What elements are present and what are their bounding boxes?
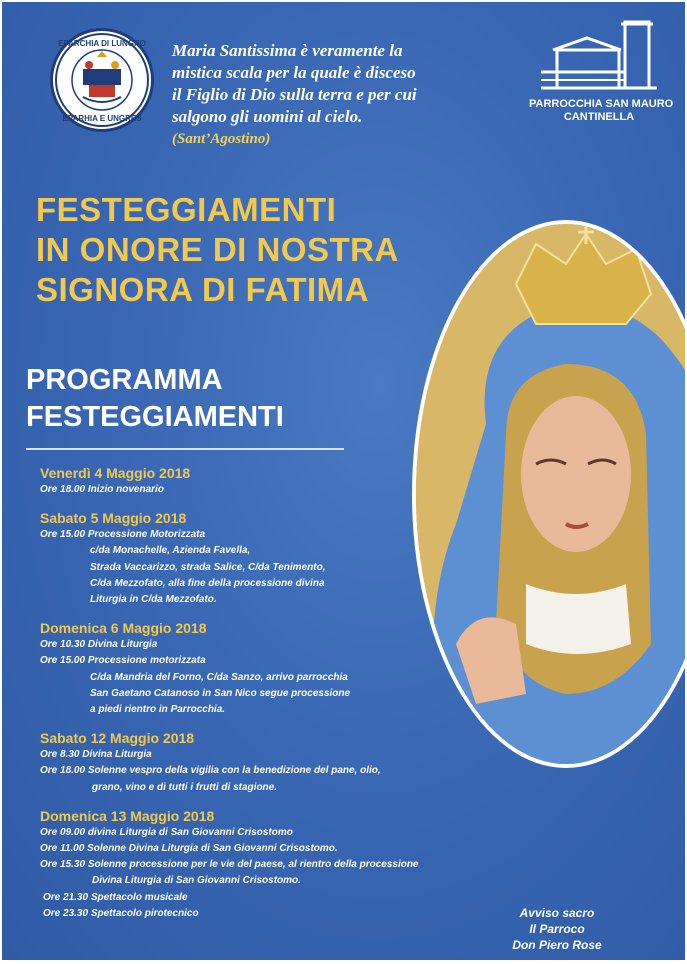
day-date: Sabato 5 Maggio 2018 [40,510,187,527]
schedule-line: C/da Mezzofato, alla fine della processione divina [90,577,325,589]
schedule-line: grano, vino e di tutti i frutti di stagione. [92,781,277,793]
schedule-day [40,619,500,718]
schedule-day [40,807,500,922]
schedule-line: Ore 21.30 Spettacolo musicale [43,891,188,903]
schedule-line: Ore 18.00 Inizio novenario [40,484,164,495]
title-line: IN ONORE DI NOSTRA [36,231,399,268]
title-line: FESTEGGIAMENTI [36,191,337,228]
notice-line: Avviso sacro [519,906,595,920]
notice-line: Il Parroco [529,922,585,936]
schedule-line: Strada Vaccarizzo, strada Salice, C/da Tenimento, [90,561,326,573]
seal-bottom-text: EPARHIA E UNGRES [62,114,142,123]
schedule-line: Divina Liturgia di San Giovanni Crisostomo. [92,875,301,887]
schedule [40,464,500,933]
schedule-line: Ore 11.00 Solenne Divina Liturgia di San Giovanni Crisostomo. [40,843,338,855]
schedule-day [40,464,500,498]
program-heading [26,362,284,436]
schedule-line: Ore 15.00 Processione motorizzata [40,655,206,667]
quote-line: salgono gli uomini al cielo. [172,107,363,126]
quote-line: Maria Santissima è veramente la [172,41,403,60]
schedule-line: c/da Monachelle, Azienda Favella, [90,545,251,557]
sacred-notice [502,905,612,953]
schedule-line: Ore 15.30 Solenne processione per le vie del paese, al rientro della processione [40,859,419,871]
parish-name [529,98,674,124]
church-icon [539,20,659,96]
title-line: SIGNORA DI FATIMA [36,271,369,308]
schedule-line: a piedi rientro in Parrocchia. [90,704,226,716]
eparchy-seal-icon [53,31,151,129]
schedule-line: Ore 10.30 Divina Liturgia [40,639,158,651]
schedule-day [40,509,500,608]
schedule-line: Ore 09.00 divina Liturgia di San Giovanni Crisostomo [40,826,293,838]
poster [2,2,685,960]
parish-logo [529,20,674,130]
seal-top-text: EPARCHIA DI LUNGRO [58,39,146,48]
day-date: Venerdì 4 Maggio 2018 [40,465,191,481]
schedule-line: Liturgia in C/da Mezzofato. [90,594,217,606]
schedule-line: C/da Mandria del Forno, C/da Sanzo, arrivo parrocchia [90,671,348,683]
schedule-line: San Gaetano Catanoso in San Nico segue processione [90,687,351,699]
quote-author: (Sant’Agostino) [172,131,271,147]
eparchy-seal-logo [50,28,154,132]
quote-line: mistica scala per la quale è disceso [172,63,416,82]
schedule-line: Ore 18.00 Solenne vespro della vigilia con la benedizione del pane, olio, [40,765,381,777]
schedule-line: Ore 23.30 Spettacolo pirotecnico [43,907,199,919]
schedule-line: Ore 8.30 Divina Liturgia [40,749,152,761]
quote-line: il Figlio di Dio sulla terra e per cui [172,85,417,104]
event-title [36,190,399,310]
parish-name-line1: PARROCCHIA SAN MAURO [529,98,674,110]
parish-name-line2: CANTINELLA [563,111,635,123]
quote-block [172,40,502,150]
program-heading-line2: FESTEGGIAMENTI [26,401,284,433]
day-date: Domenica 6 Maggio 2018 [40,620,207,637]
program-divider [26,448,344,450]
schedule-day [40,729,500,796]
schedule-line: Ore 15.00 Processione Motorizzata [40,529,206,541]
notice-signature: Don Piero Rose [512,938,602,952]
day-date: Sabato 12 Maggio 2018 [40,730,195,747]
day-date: Domenica 13 Maggio 2018 [40,807,215,824]
program-heading-line1: PROGRAMMA [26,364,223,396]
